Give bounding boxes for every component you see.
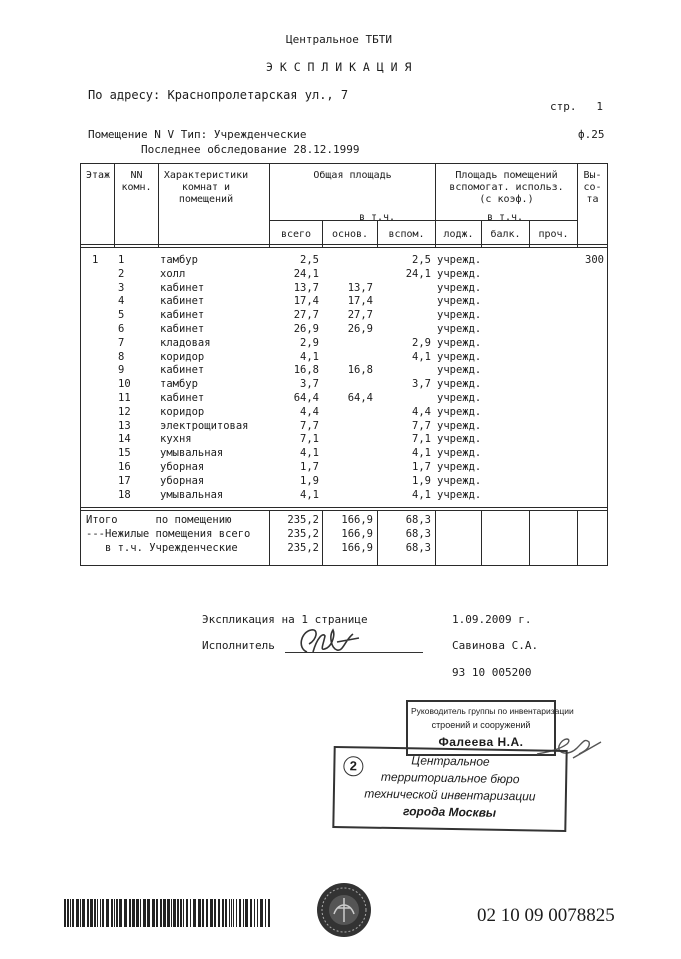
barcode-bar [129,899,131,927]
room-name: тамбур [160,378,198,391]
header-characteristics: Характеристики комнат и помещений [163,170,249,205]
room-number: 2 [118,267,125,280]
header-incl: в т.ч. [358,212,396,223]
room-number: 13 [118,419,131,432]
executor-label: Исполнитель [202,639,275,652]
barcode-bar [229,899,230,927]
header-height: Вы- со- та [583,170,602,205]
room-number: 6 [118,323,125,335]
room-number: 18 [118,488,131,501]
room-type: учрежд. [437,419,482,432]
barcode [64,899,274,927]
room-aux-area: 24,1 [405,267,431,280]
address-line: По адресу: Краснопролетарская ул., 7 [88,88,349,102]
barcode-bar [97,899,98,927]
room-number: 7 [118,336,125,349]
room-total-area: 26,9 [293,323,319,335]
barcode-bar [257,899,258,927]
bti-stamp [332,746,567,832]
room-main-area: 26,9 [347,323,373,335]
barcode-bar [171,899,172,927]
barcode-bar [132,899,135,927]
room-main-area: 27,7 [347,309,373,322]
barcode-bar [245,899,248,927]
barcode-bar [167,899,170,927]
room-number: 10 [118,378,131,391]
room-total-area: 1,7 [300,461,319,473]
room-total-area: 1,9 [300,474,319,487]
room-total-area: 3,7 [300,378,319,391]
room-aux-area: 4,1 [412,350,431,363]
totals-aux-area: 68,3 [405,527,431,540]
barcode-bar [124,899,127,927]
barcode-bar [111,899,113,927]
room-total-area: 2,5 [300,254,319,266]
header-all: всего [280,229,312,240]
totals-total-area: 235,2 [287,541,319,554]
barcode-bar [152,899,155,927]
totals-main-area: 166,9 [341,527,373,540]
room-type: учрежд. [437,488,482,501]
barcode-bar [190,899,191,927]
document-date: 1.09.2009 г. [452,613,532,626]
room-aux-area: 4,1 [412,488,431,501]
room-aux-area: 4,4 [412,405,431,418]
room-number: 1 [118,254,125,266]
stamp-name: Фалеева Н.А. [438,735,524,749]
room-total-area: 64,4 [293,392,319,404]
barcode-bar [82,899,85,927]
room-type: учрежд. [437,350,482,363]
header-balcony: балк. [490,229,521,240]
room-number: 11 [118,392,131,404]
room-main-area: 17,4 [347,295,373,308]
room-aux-area: 7,7 [412,419,431,432]
room-type: учрежд. [437,336,482,349]
barcode-bar [119,899,122,927]
room-number: 8 [118,350,125,363]
room-aux-area: 7,1 [412,433,431,446]
barcode-bar [243,899,244,927]
executor-name: Савинова С.А. [452,639,539,652]
totals-label: ---Нежилые помещения всего [86,527,251,540]
room-number: 4 [118,295,125,308]
stamp-big-line-1: Центральное [411,753,490,769]
room-main-area: 64,4 [347,392,373,404]
room-number: 16 [118,461,131,473]
floor-value: 1 [92,254,99,266]
header-room-numbers: NN комн. [121,170,152,193]
room-type: учрежд. [437,323,482,335]
executor-signature [293,622,363,660]
room-type: учрежд. [437,447,482,460]
room-total-area: 4,1 [300,447,319,460]
barcode-bar [160,899,162,927]
barcode-bar [198,899,201,927]
barcode-bar [106,899,109,927]
barcode-bar [87,899,89,927]
room-total-area: 2,9 [300,336,319,349]
barcode-bar [64,899,66,927]
room-total-area: 4,1 [300,350,319,363]
room-name: уборная [160,461,205,473]
room-type: учрежд. [437,392,482,404]
barcode-bar [214,899,216,927]
room-type: учрежд. [437,281,482,294]
room-type: учрежд. [437,378,482,391]
stamp-line-2: строений и сооружений [431,720,531,730]
room-type: учрежд. [437,254,482,266]
pages-note: Экспликация на 1 странице [202,613,368,626]
barcode-bar [173,899,176,927]
premises-line: Помещение N V Тип: Учрежденческие [88,128,307,141]
barcode-bar [70,899,71,927]
room-total-area: 17,4 [293,295,319,308]
document-code: 93 10 005200 [452,666,532,679]
stamp-line-1: Руководитель группы по инвентаризации [411,706,574,716]
barcode-bar [72,899,74,927]
room-name: кабинет [160,281,205,294]
header-lodge: лодж. [443,229,474,240]
totals-total-area: 235,2 [287,514,319,526]
page-number: стр. 1 [550,100,603,113]
barcode-bar [202,899,204,927]
barcode-bar [90,899,93,927]
room-type: учрежд. [437,295,482,308]
header-floor: Этаж [85,170,111,181]
barcode-bar [136,899,139,927]
barcode-bar [67,899,69,927]
totals-total-area: 235,2 [287,527,319,540]
room-name: коридор [160,350,205,363]
barcode-bar [233,899,234,927]
room-type: учрежд. [437,474,482,487]
header-aux-area: Площадь помещений вспомогат. использ. (с коэф.) [449,170,564,205]
room-aux-area: 1,9 [412,474,431,487]
barcode-bar [156,899,158,927]
explication-table [80,163,608,566]
room-name: коридор [160,405,205,418]
stamp-big-line-2: территориальное бюро [380,769,520,787]
barcode-bar [239,899,241,927]
barcode-bar [177,899,179,927]
room-name: холл [160,267,186,280]
room-main-area: 13,7 [347,281,373,294]
room-number: 15 [118,447,131,460]
barcode-bar [193,899,196,927]
barcode-bar [260,899,263,927]
room-aux-area: 4,1 [412,447,431,460]
room-total-area: 4,4 [300,405,319,418]
totals-main-area: 166,9 [341,541,373,554]
barcode-bar [250,899,252,927]
stamp-big-line-4: города Москвы [402,804,497,820]
barcode-bar [76,899,79,927]
barcode-bar [265,899,266,927]
header-total-area: Общая площадь [313,170,392,181]
barcode-bar [100,899,101,927]
barcode-bar [80,899,81,927]
header-main: основ. [331,229,369,240]
barcode-bar [225,899,227,927]
stamp-number: 2 [343,756,363,776]
room-type: учрежд. [437,309,482,322]
room-type: учрежд. [437,267,482,280]
room-name: кухня [160,433,192,446]
room-type: учрежд. [437,433,482,446]
room-aux-area: 2,9 [412,336,431,349]
barcode-bar [114,899,115,927]
totals-main-area: 166,9 [341,514,373,526]
room-aux-area: 1,7 [412,461,431,473]
barcode-number: 02 10 09 0078825 [477,905,615,926]
room-total-area: 27,7 [293,309,319,322]
room-number: 9 [118,364,125,377]
document-title: Э К С П Л И К А Ц И Я [266,60,412,74]
room-total-area: 7,7 [300,419,319,432]
barcode-bar [147,899,150,927]
barcode-bar [268,899,270,927]
room-total-area: 13,7 [293,281,319,294]
barcode-bar [186,899,188,927]
room-name: кабинет [160,364,205,377]
room-name: кабинет [160,323,205,335]
totals-label: в т.ч. Учрежденческие [86,541,238,554]
room-number: 17 [118,474,131,487]
header-other: проч. [538,229,569,240]
room-total-area: 4,1 [300,488,319,501]
form-number: ф.25 [578,128,605,141]
barcode-bar [183,899,184,927]
room-name: тамбур [160,254,198,266]
room-number: 14 [118,433,131,446]
barcode-bar [231,899,232,927]
room-total-area: 24,1 [293,267,319,280]
room-total-area: 7,1 [300,433,319,446]
totals-aux-area: 68,3 [405,541,431,554]
barcode-bar [180,899,182,927]
room-number: 3 [118,281,125,294]
room-type: учрежд. [437,405,482,418]
room-name: кабинет [160,309,205,322]
room-aux-area: 3,7 [412,378,431,391]
room-aux-area: 2,5 [412,254,431,266]
room-name: умывальная [160,447,224,460]
barcode-bar [222,899,224,927]
room-number: 12 [118,405,131,418]
barcode-bar [143,899,146,927]
security-seal-icon [314,880,374,940]
room-name: кладовая [160,336,211,349]
room-name: кабинет [160,295,205,308]
barcode-bar [163,899,166,927]
barcode-bar [218,899,220,927]
totals-label: Итого по помещению [86,514,232,526]
barcode-bar [254,899,255,927]
room-name: электрощитовая [160,419,249,432]
barcode-bar [102,899,104,927]
room-name: уборная [160,474,205,487]
barcode-bar [210,899,213,927]
barcode-bar [94,899,96,927]
barcode-bar [206,899,208,927]
room-name: кабинет [160,392,205,404]
barcode-bar [116,899,118,927]
room-total-area: 16,8 [293,364,319,377]
header-incl-2: в т.ч. [486,212,524,223]
room-type: учрежд. [437,461,482,473]
last-survey-line: Последнее обследование 28.12.1999 [141,143,360,156]
totals-aux-area: 68,3 [405,514,431,526]
room-name: умывальная [160,488,224,501]
room-type: учрежд. [437,364,482,377]
stamp-big-line-3: технической инвентаризации [364,786,536,804]
height-value: 300 [585,254,604,266]
org-name: Центральное ТБТИ [286,33,392,46]
barcode-bar [236,899,237,927]
barcode-bar [140,899,141,927]
header-aux: вспом. [388,229,425,240]
room-main-area: 16,8 [347,364,373,377]
room-number: 5 [118,309,125,322]
